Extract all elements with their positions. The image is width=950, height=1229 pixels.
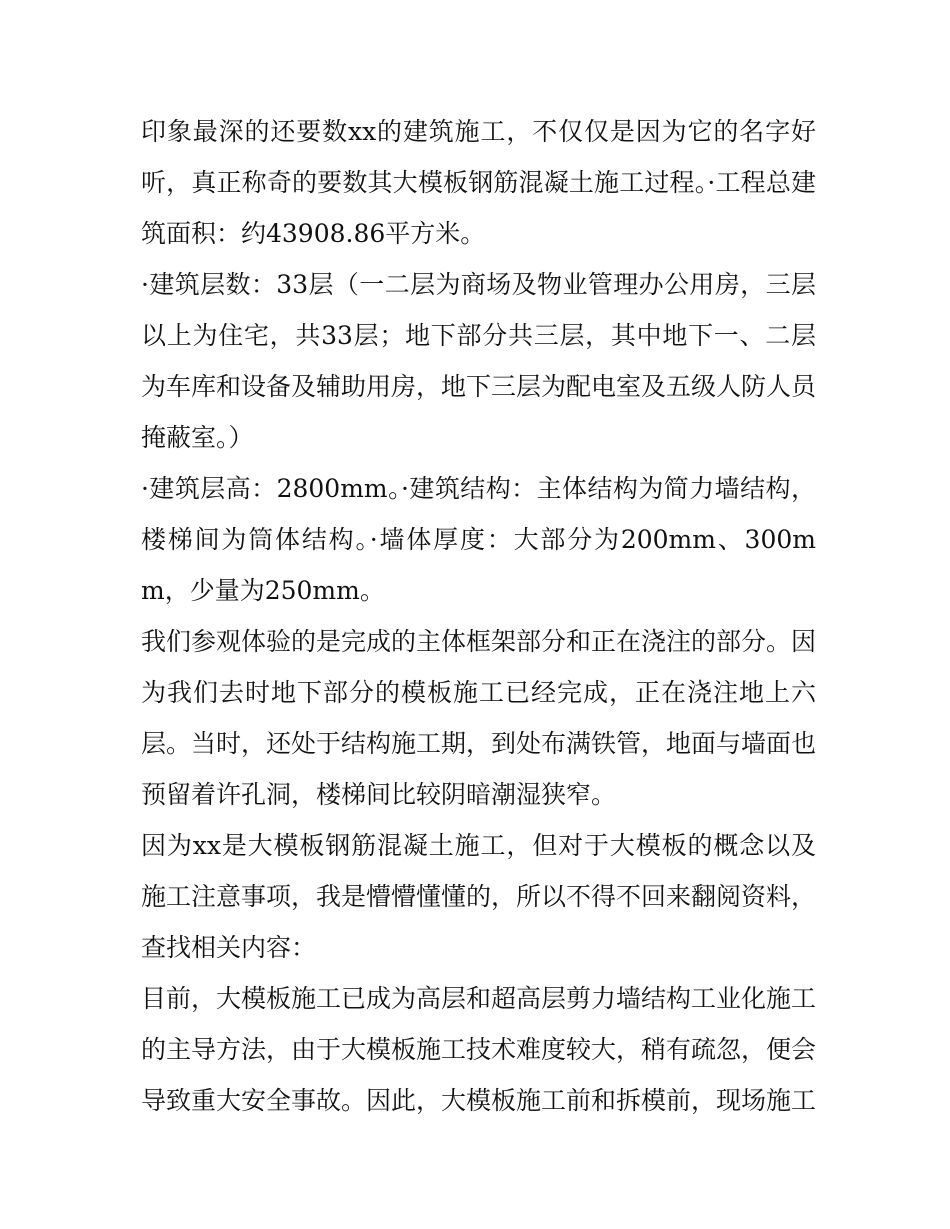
paragraph-research: 因为xx是大模板钢筋混凝土施工，但对于大模板的概念以及施工注意事项，我是懵懵懂懂的，所以不得不回来翻阅资料，查找相关内容： bbox=[141, 831, 817, 962]
paragraph-structure: ·建筑层高：2800mm。·建筑结构：主体结构为简力墙结构，楼梯间为筒体结构。·墙体厚度：大部分为200mm、300mm，少量为250mm。 bbox=[141, 474, 816, 605]
paragraph-visit: 我们参观体验的是完成的主体框架部分和正在浇注的部分。因为我们去时地下部分的模板施工已经完成，正在浇注地上六层。当时，还处于结构施工期，到处布满铁管，地面与墙面也预留着许孔洞，楼梯间比较阴暗潮湿狭窄。 bbox=[141, 627, 817, 809]
document-body bbox=[141, 106, 816, 1126]
paragraph-formwork: 目前，大模板施工已成为高层和超高层剪力墙结构工业化施工的主导方法，由于大模板施工技术难度较大，稍有疏忽，便会导致重大安全事故。因此，大模板施工前和拆模前，现场施工 bbox=[141, 984, 817, 1115]
paragraph-floors: ·建筑层数：33层（一二层为商场及物业管理办公用房，三层以上为住宅，共33层；地下部分共三层，其中地下一、二层为车库和设备及辅助用房，地下三层为配电室及五级人防人员掩蔽室。） bbox=[141, 270, 817, 452]
paragraph-intro: 印象最深的还要数xx的建筑施工，不仅仅是因为它的名字好听，真正称奇的要数其大模板钢筋混凝土施工过程。·工程总建筑面积：约43908.86平方米。 bbox=[141, 117, 816, 248]
